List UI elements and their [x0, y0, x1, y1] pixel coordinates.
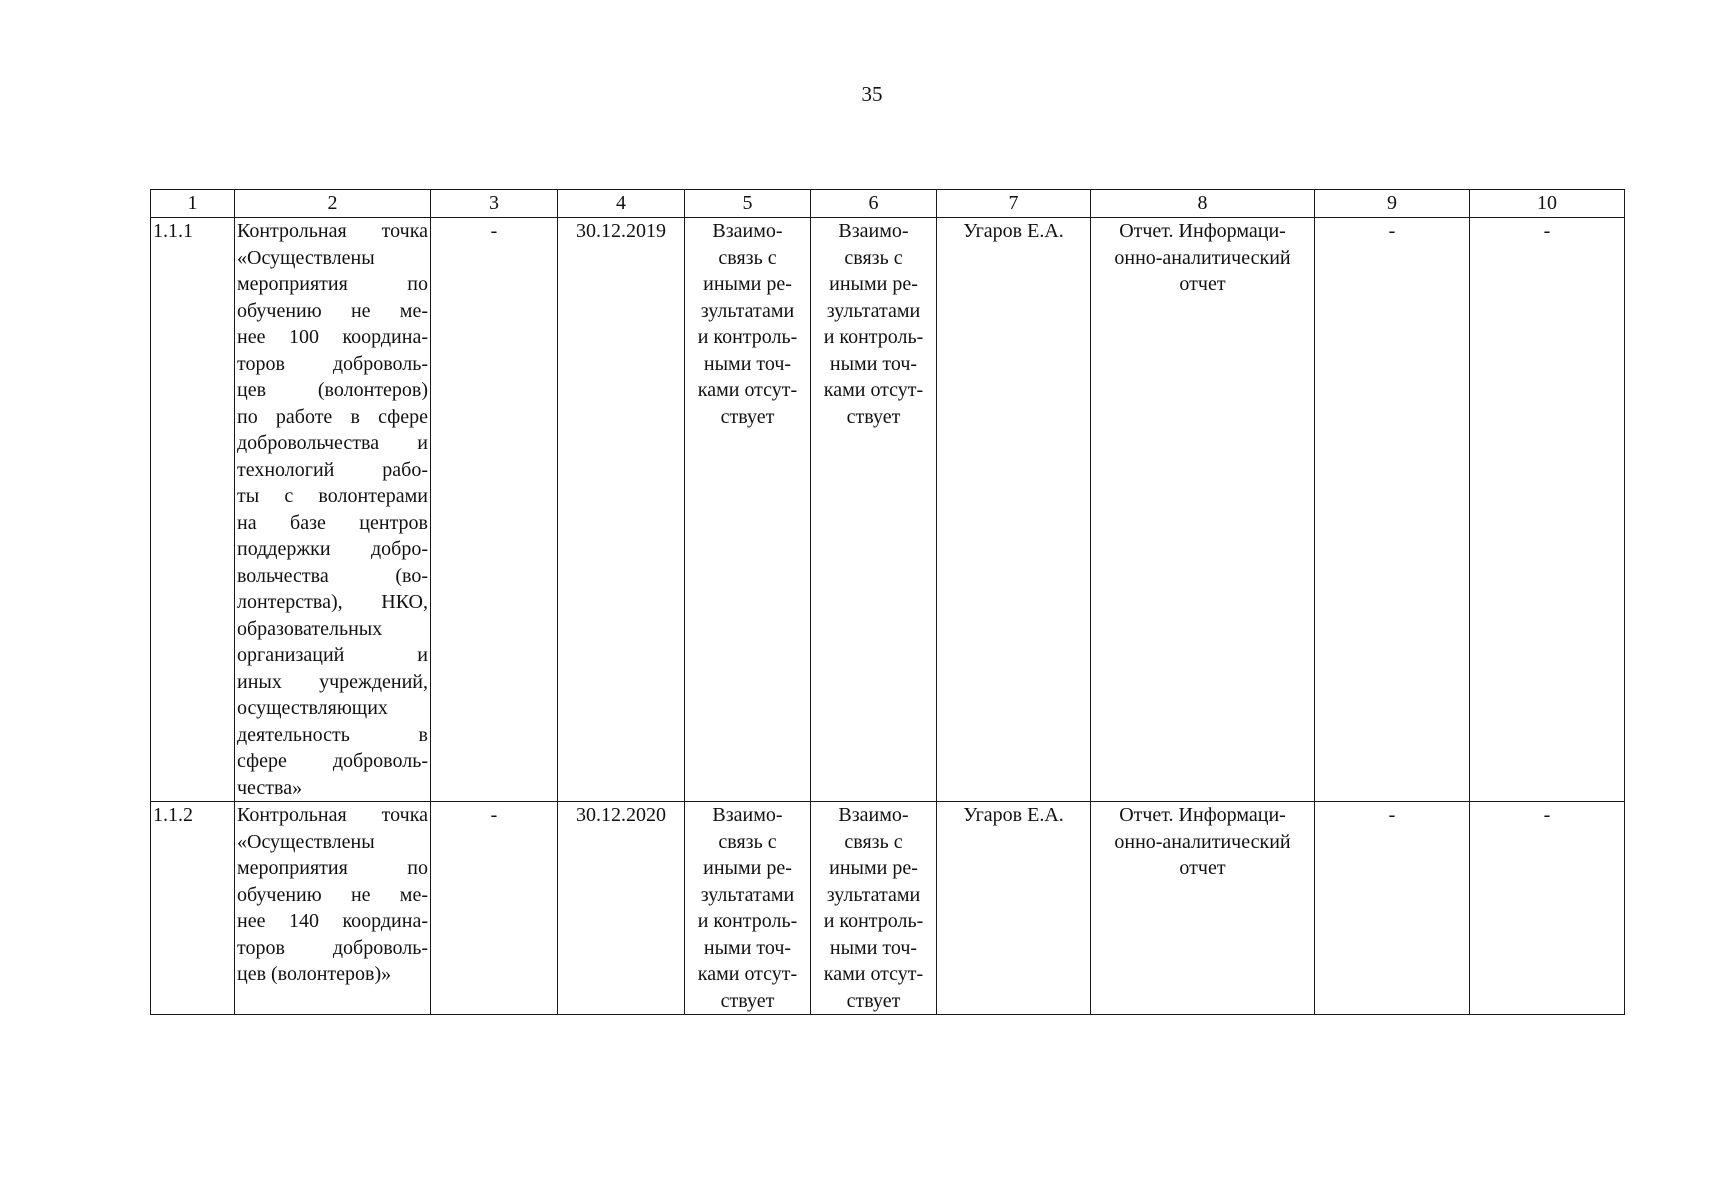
control-points-table: [150, 189, 1625, 1015]
relation-line: ными точ-: [829, 936, 918, 959]
relation-line: ными точ-: [703, 936, 792, 959]
name-line: добровольчества и: [237, 432, 428, 454]
name-line: осуществляющих: [237, 697, 388, 719]
relation-line: Взаимо-: [712, 804, 783, 826]
report-line: онно-аналитический: [1114, 830, 1291, 853]
column-header: 7: [937, 190, 1091, 218]
column-3-cell: [431, 802, 558, 1015]
name-line: сфере доброволь-: [237, 750, 428, 772]
relation-line: зультатами: [826, 883, 921, 906]
relation-line: иными ре-: [703, 273, 792, 295]
column-header: 3: [431, 190, 558, 218]
control-point-name-cell: [235, 802, 431, 1015]
report-type-cell: [1091, 218, 1315, 802]
column-header: 6: [811, 190, 937, 218]
relation-line: связь с: [718, 246, 777, 269]
relation-line: ствует: [846, 989, 901, 1012]
column-3-cell: [431, 218, 558, 802]
dash-value: -: [490, 220, 498, 242]
column-9-cell: [1315, 218, 1470, 802]
name-line: обучению не ме-: [237, 299, 428, 322]
name-line: нее 140 координа-: [237, 910, 428, 932]
dash-value: -: [1388, 804, 1396, 826]
column-header: 9: [1315, 190, 1470, 218]
name-line: по работе в сфере: [237, 405, 428, 428]
responsible-cell: [937, 218, 1091, 802]
relation-line: Взаимо-: [838, 220, 909, 242]
name-line: нее 100 координа-: [237, 326, 428, 348]
name-line: технологий рабо-: [237, 458, 428, 481]
table-row: [151, 802, 1625, 1015]
name-line: торов доброволь-: [237, 352, 428, 375]
name-line: иных учреждений,: [237, 670, 428, 693]
report-line: отчет: [1179, 273, 1226, 295]
column-header: 1: [151, 190, 235, 218]
name-line: «Осуществлены: [237, 246, 375, 269]
relation-cell-5: [685, 218, 811, 802]
relation-line: связь с: [718, 830, 777, 853]
relation-line: ствует: [846, 405, 901, 428]
name-line: образовательных: [237, 617, 383, 640]
name-line: мероприятия по: [237, 273, 428, 295]
row-number: 1.1.1: [153, 220, 193, 242]
dash-value: -: [1543, 220, 1551, 242]
relation-line: и контроль-: [823, 326, 924, 348]
control-point-name-cell: [235, 218, 431, 802]
row-number-cell: [151, 218, 235, 802]
due-date: 30.12.2020: [576, 804, 666, 826]
relation-line: зультатами: [700, 299, 795, 322]
column-header: 4: [558, 190, 685, 218]
relation-line: ками отсут-: [697, 379, 798, 401]
relation-line: иными ре-: [829, 273, 918, 295]
name-line: обучению не ме-: [237, 883, 428, 906]
name-line: чества»: [237, 776, 303, 799]
relation-line: ками отсут-: [823, 379, 924, 401]
responsible-person: Угаров Е.А.: [963, 220, 1064, 242]
name-line: торов доброволь-: [237, 936, 428, 959]
name-line: на базе центров: [237, 511, 428, 534]
report-line: онно-аналитический: [1114, 246, 1291, 269]
relation-line: зультатами: [826, 299, 921, 322]
report-line: Отчет. Информаци-: [1119, 220, 1286, 242]
relation-line: и контроль-: [697, 326, 798, 348]
table-row: [151, 218, 1625, 802]
relation-line: Взаимо-: [838, 804, 909, 826]
column-header: 2: [235, 190, 431, 218]
relation-line: связь с: [844, 830, 903, 853]
name-line: мероприятия по: [237, 857, 428, 879]
name-line: поддержки добро-: [237, 538, 428, 560]
name-line: цев (волонтеров): [237, 379, 428, 401]
column-header: 5: [685, 190, 811, 218]
report-line: Отчет. Информаци-: [1119, 804, 1286, 826]
column-header: 10: [1470, 190, 1625, 218]
row-number: 1.1.2: [153, 804, 193, 826]
name-line: ты с волонтерами: [237, 485, 428, 507]
page-number: 35: [861, 82, 883, 106]
report-line: отчет: [1179, 857, 1226, 879]
dash-value: -: [1543, 804, 1551, 826]
date-cell: [558, 218, 685, 802]
relation-line: ствует: [720, 989, 775, 1012]
relation-line: ками отсут-: [697, 963, 798, 985]
relation-line: ными точ-: [829, 352, 918, 375]
name-line: «Осуществлены: [237, 830, 375, 853]
name-line: деятельность в: [237, 723, 428, 746]
responsible-cell: [937, 802, 1091, 1015]
dash-value: -: [490, 804, 498, 826]
relation-line: ками отсут-: [823, 963, 924, 985]
table-body: [151, 218, 1625, 1015]
relation-cell-6: [811, 802, 937, 1015]
relation-line: и контроль-: [823, 910, 924, 932]
due-date: 30.12.2019: [576, 220, 666, 242]
report-type-cell: [1091, 802, 1315, 1015]
column-numbers-row: [151, 190, 1625, 218]
responsible-person: Угаров Е.А.: [963, 804, 1064, 826]
relation-line: иными ре-: [703, 857, 792, 879]
dash-value: -: [1388, 220, 1396, 242]
relation-line: ными точ-: [703, 352, 792, 375]
relation-cell-6: [811, 218, 937, 802]
relation-line: связь с: [844, 246, 903, 269]
relation-line: ствует: [720, 405, 775, 428]
relation-line: и контроль-: [697, 910, 798, 932]
relation-line: Взаимо-: [712, 220, 783, 242]
name-line: Контрольная точка: [237, 220, 428, 242]
column-9-cell: [1315, 802, 1470, 1015]
column-header: 8: [1091, 190, 1315, 218]
name-line: Контрольная точка: [237, 804, 428, 826]
relation-cell-5: [685, 802, 811, 1015]
name-line: организаций и: [237, 644, 428, 666]
name-line: лонтерства), НКО,: [237, 591, 428, 613]
name-line: цев (волонтеров)»: [237, 963, 392, 985]
date-cell: [558, 802, 685, 1015]
relation-line: иными ре-: [829, 857, 918, 879]
column-10-cell: [1470, 218, 1625, 802]
column-10-cell: [1470, 802, 1625, 1015]
row-number-cell: [151, 802, 235, 1015]
name-line: вольчества (во-: [237, 564, 428, 587]
relation-line: зультатами: [700, 883, 795, 906]
